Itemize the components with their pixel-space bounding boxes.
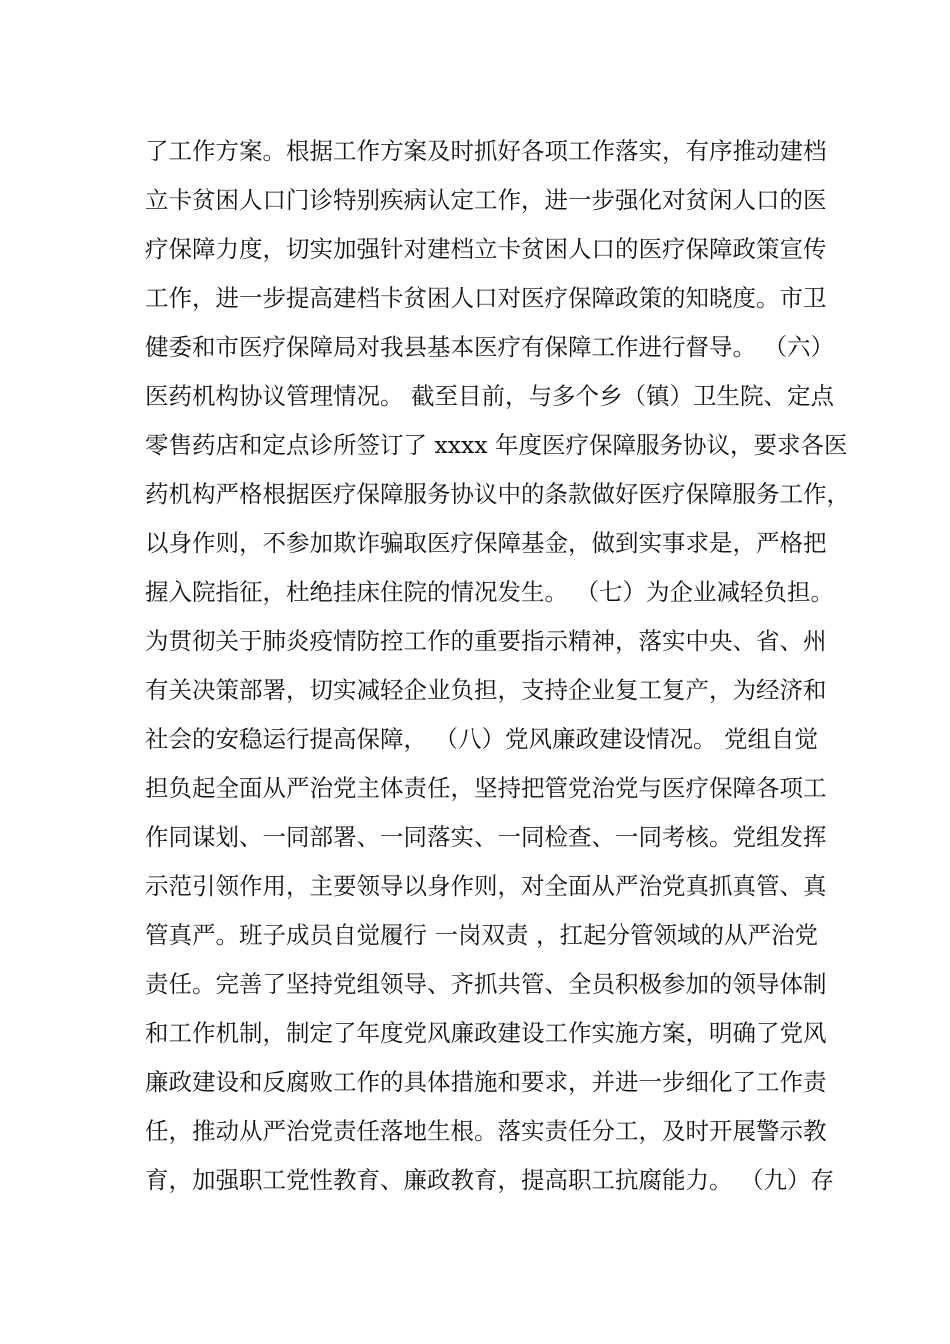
text-line: 了工作方案。根据工作方案及时抓好各项工作落实，有序推动建档 <box>145 137 827 165</box>
text-line: 担负起全面从严治党主体责任，坚持把管党治党与医疗保障各项工 <box>145 774 827 802</box>
text-line: 和工作机制，制定了年度党风廉政建设工作实施方案，明确了党风 <box>145 1019 827 1047</box>
text-line: 廉政建设和反腐败工作的具体措施和要求，并进一步细化了工作责 <box>145 1068 827 1096</box>
text-line: 社会的安稳运行提高保障， （八）党风廉政建设情况。 党组自觉 <box>145 725 818 753</box>
text-line: 工作，进一步提高建档卡贫困人口对医疗保障政策的知晓度。市卫 <box>145 284 827 312</box>
text-line: 作同谋划、一同部署、一同落实、一同检查、一同考核。党组发挥 <box>145 823 827 851</box>
text-line: 健委和市医疗保障局对我县基本医疗有保障工作进行督导。 （六） <box>145 333 834 361</box>
text-line: 零售药店和定点诊所签订了 xxxx 年度医疗保障服务协议，要求各医 <box>145 431 848 459</box>
text-line: 疗保障力度，切实加强针对建档立卡贫困人口的医疗保障政策宣传 <box>145 235 827 263</box>
text-line: 示范引领作用，主要领导以身作则，对全面从严治党真抓真管、真 <box>145 872 827 900</box>
text-line: 为贯彻关于肺炎疫情防控工作的重要指示精神，落实中央、省、州 <box>145 627 827 655</box>
text-line: 育，加强职工党性教育、廉政教育，提高职工抗腐能力。 （九）存 <box>145 1166 834 1194</box>
text-line: 握入院指征，杜绝挂床住院的情况发生。 （七）为企业减轻负担。 <box>145 578 834 606</box>
text-line: 立卡贫困人口门诊特别疾病认定工作，进一步强化对贫闲人口的医 <box>145 186 827 214</box>
text-line: 责任。完善了坚持党组领导、齐抓共管、全员积极参加的领导体制 <box>145 970 827 998</box>
text-line: 任，推动从严治党责任落地生根。落实责任分工，及时开展警示教 <box>145 1117 827 1145</box>
text-line: 医药机构协议管理情况。 截至目前，与多个乡（镇）卫生院、定点 <box>145 382 834 410</box>
text-line: 管真严。班子成员自觉履行 一岗双责 ，扛起分管领域的从严治党 <box>145 921 818 949</box>
text-line: 药机构严格根据医疗保障服务协议中的条款做好医疗保障服务工作， <box>145 480 850 508</box>
text-line: 有关决策部署，切实减轻企业负担，支持企业复工复产，为经济和 <box>145 676 827 704</box>
text-line: 以身作则，不参加欺诈骗取医疗保障基金，做到实事求是，严格把 <box>145 529 827 557</box>
